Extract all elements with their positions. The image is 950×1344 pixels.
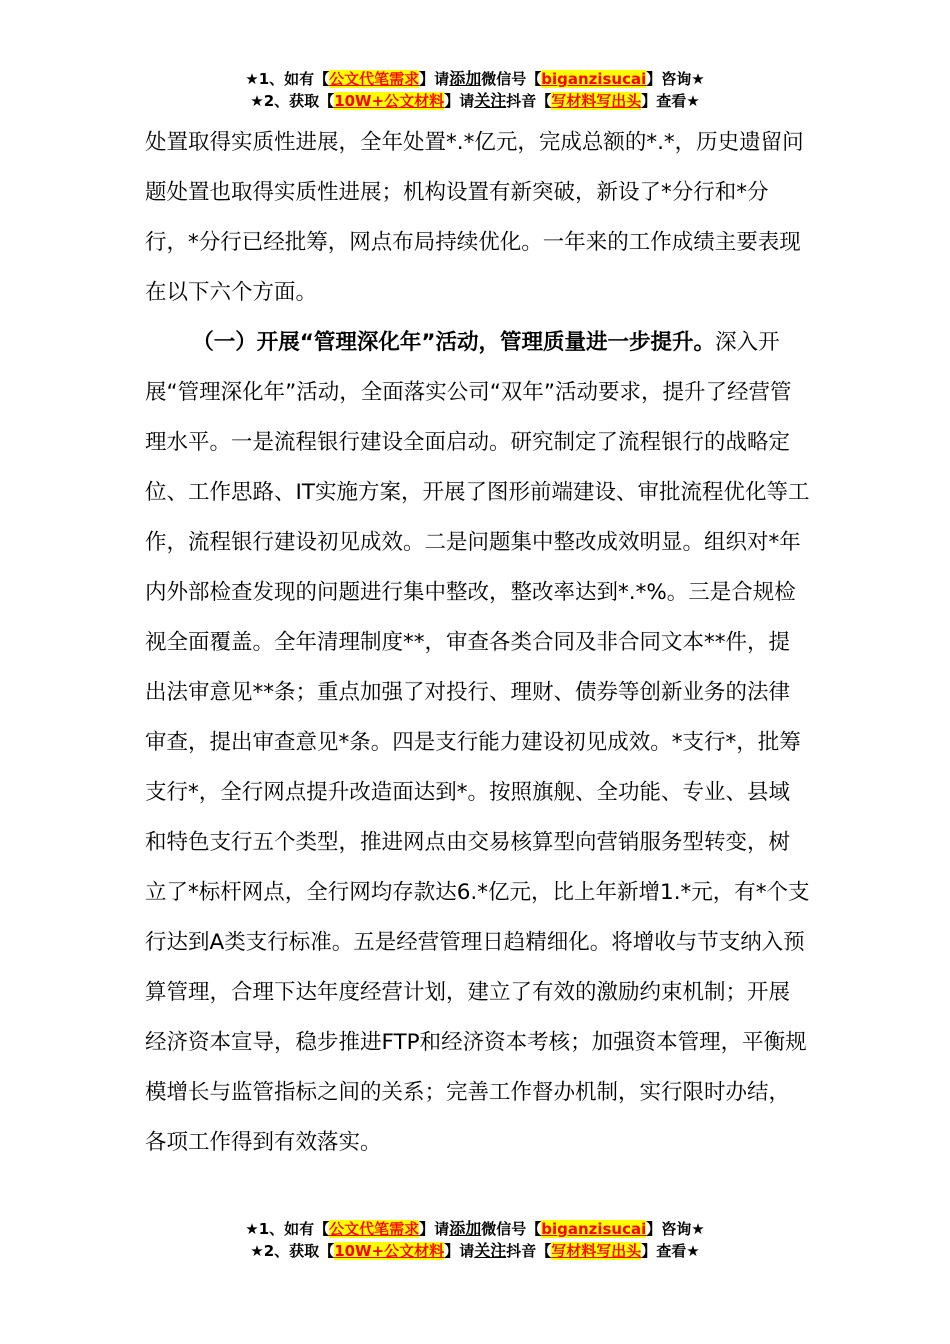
banner-text: 】咨询★ (646, 70, 705, 88)
banner-text: 】请 (419, 70, 450, 88)
banner-text: 】查看★ (641, 92, 700, 110)
banner-text: 】查看★ (641, 1242, 700, 1260)
highlight-text: 10W+公文材料 (334, 92, 445, 110)
banner-line-2 (0, 90, 950, 112)
paragraph-1: 处置取得实质性进展，全年处置*.*亿元，完成总额的*.*，历史遗留问题处置也取得实质性进展；机构设置有新突破，新设了*分行和*分行，*分行已经批筹，网点布局持续优化。一年来的工作成绩主要表现在以下六个方面。 (145, 130, 804, 305)
wechat-id: biganzisucai (541, 70, 647, 88)
banner-text: ★1、如有【 (245, 70, 330, 88)
banner-text: 】请 (444, 1242, 475, 1260)
highlight-text: 10W+公文材料 (334, 1242, 445, 1260)
banner-text: ★2、获取【 (250, 92, 335, 110)
banner-text: 微信号【 (481, 1220, 542, 1238)
banner-line-1 (0, 1218, 950, 1240)
top-banner (0, 68, 950, 112)
banner-text: 抖音【 (506, 1242, 552, 1260)
banner-text: ★2、获取【 (250, 1242, 335, 1260)
highlight-text: 公文代笔需求 (329, 70, 420, 88)
banner-line-2 (0, 1240, 950, 1262)
douyin-id: 写材料写出头 (551, 92, 642, 110)
document-body (145, 118, 810, 1168)
underlined-text: 关注 (474, 91, 507, 110)
banner-text: ★1、如有【 (245, 1220, 330, 1238)
wechat-id: biganzisucai (541, 1220, 647, 1238)
banner-text: 微信号【 (481, 70, 542, 88)
highlight-text: 公文代笔需求 (329, 1220, 420, 1238)
banner-text: 】请 (419, 1220, 450, 1238)
section-heading: （一）开展“管理深化年”活动，管理质量进一步提升。 (192, 330, 716, 355)
underlined-text: 关注 (474, 1241, 507, 1260)
banner-text: 抖音【 (506, 92, 552, 110)
banner-text: 】请 (444, 92, 475, 110)
underlined-text: 添加 (449, 1219, 482, 1238)
banner-text: 】咨询★ (646, 1220, 705, 1238)
paragraph-2-body: 深入开展“管理深化年”活动，全面落实公司“双年”活动要求，提升了经营管理水平。一是流程银行建设全面启动。研究制定了流程银行的战略定位、工作思路、IT实施方案，开展了图形前端建设、审批流程优化等工作，流程银行建设初见成效。二是问题集中整改成效明显。组织对*年内外部检查发现的问题进行集中整改，整改率达到*.*%。三是合规检视全面覆盖。全年清理制度**，审查各类合同及非合同文本**件，提出法审意见**条；重点加强了对投行、理财、债券等创新业务的法律审查，提出审查意见*条。四是支行能力建设初见成效。*支行*，批筹支行*，全行网点提升改造面达到*。按照旗舰、全功能、专业、县域和特色支行五个类型，推进网点由交易核算型向营销服务型转变，树立了*标杆网点，全行网均存款达6.*亿元，比上年新增1.*元，有*个支行达到A类支行标准。五是经营管理日趋精细化。将增收与节支纳入预算管理，合理下达年度经营计划，建立了有效的激励约束机制；开展经济资本宣导，稳步推进FTP和经济资本考核；加强资本管理，平衡规模增长与监管指标之间的关系；完善工作督办机制，实行限时办结，各项工作得到有效落实。 (145, 330, 810, 1155)
bottom-banner (0, 1218, 950, 1262)
underlined-text: 添加 (449, 69, 482, 88)
banner-line-1 (0, 68, 950, 90)
douyin-id: 写材料写出头 (551, 1242, 642, 1260)
paragraph-2 (145, 318, 810, 1168)
